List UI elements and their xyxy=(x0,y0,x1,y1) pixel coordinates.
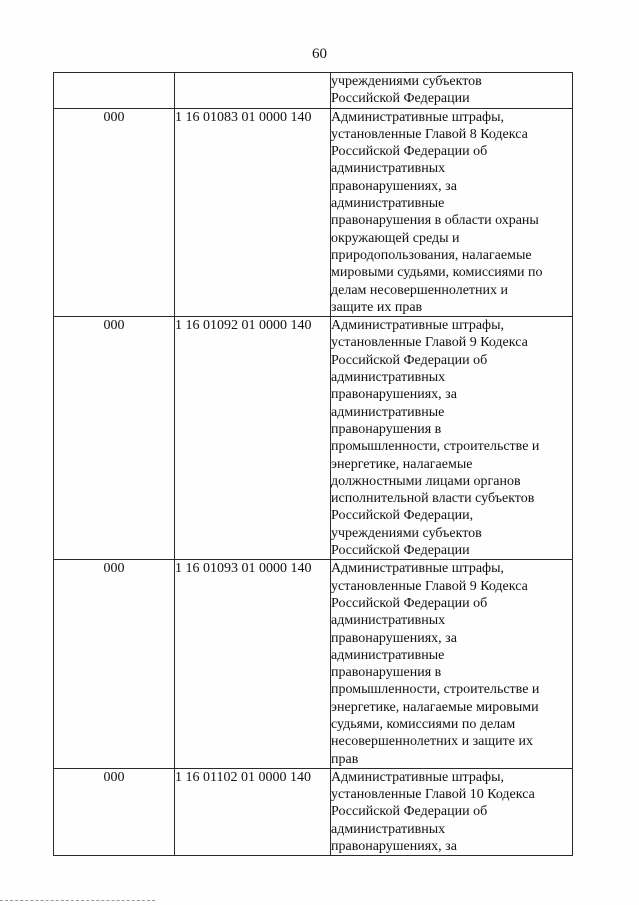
revenue-name-line: исполнительной власти субъектов xyxy=(331,491,535,507)
revenue-name-line: правонарушениях, за xyxy=(331,387,457,403)
budget-classification-table xyxy=(53,72,573,856)
revenue-name-line: Российской Федерации об xyxy=(331,352,488,368)
revenue-name-line: правонарушения в области охраны xyxy=(331,213,539,229)
revenue-name-line: правонарушениях, за xyxy=(331,630,457,646)
budget-code-cell: 1 16 01102 01 0000 140 xyxy=(175,768,331,855)
revenue-name-line: установленные Главой 9 Кодекса xyxy=(331,335,528,351)
table-row xyxy=(54,108,573,317)
revenue-name-line: Российской Федерации, xyxy=(331,508,474,524)
revenue-name-line: несовершеннолетних и защите их xyxy=(331,734,533,750)
revenue-name-line: учреждениями субъектов xyxy=(331,74,482,89)
revenue-name-line: Административные штрафы, xyxy=(331,318,505,334)
budget-code-cell xyxy=(175,73,331,109)
revenue-name-cell xyxy=(331,560,573,769)
admin-code-cell: 000 xyxy=(54,317,175,560)
revenue-name-cell xyxy=(331,73,573,109)
revenue-name-line: установленные Главой 9 Кодекса xyxy=(331,578,528,594)
admin-code-cell: 000 xyxy=(54,108,175,317)
admin-code-cell: 000 xyxy=(54,768,175,855)
revenue-name-line: правонарушения в xyxy=(331,421,442,437)
revenue-name-line: Российской Федерации об xyxy=(331,804,488,820)
revenue-name-line: промышленности, строительстве и xyxy=(331,682,540,698)
revenue-name-cell xyxy=(331,317,573,560)
revenue-name-line: административных xyxy=(331,161,446,177)
revenue-name-line: установленные Главой 8 Кодекса xyxy=(331,126,528,142)
page-number: 60 xyxy=(312,46,327,62)
revenue-name-line: должностными лицами органов xyxy=(331,473,521,489)
revenue-name-line: Административные штрафы, xyxy=(331,769,505,785)
revenue-name-line: Российской Федерации xyxy=(331,91,470,107)
revenue-name-line: административные xyxy=(331,196,445,212)
revenue-name-line: правонарушениях, за xyxy=(331,839,457,855)
revenue-name-line: административных xyxy=(331,821,446,837)
revenue-name-line: административных xyxy=(331,370,446,386)
revenue-name-line: Российской Федерации об xyxy=(331,595,488,611)
revenue-name-line: установленные Главой 10 Кодекса xyxy=(331,787,535,803)
revenue-name-line: Административные штрафы, xyxy=(331,561,505,577)
revenue-name-line: Административные штрафы, xyxy=(331,109,505,125)
budget-code-cell: 1 16 01083 01 0000 140 xyxy=(175,108,331,317)
revenue-name-line: административных xyxy=(331,613,446,629)
revenue-name-line: прав xyxy=(331,751,359,767)
admin-code-cell xyxy=(54,73,175,109)
table-row xyxy=(54,317,573,560)
table-row xyxy=(54,560,573,769)
revenue-name-line: делам несовершеннолетних и xyxy=(331,282,508,298)
revenue-name-line: энергетике, налагаемые xyxy=(331,456,473,472)
footer-rule xyxy=(0,900,155,901)
revenue-name-line: энергетике, налагаемые мировыми xyxy=(331,699,539,715)
budget-code-cell: 1 16 01093 01 0000 140 xyxy=(175,560,331,769)
budget-code-cell: 1 16 01092 01 0000 140 xyxy=(175,317,331,560)
table-row xyxy=(54,768,573,855)
revenue-name-cell xyxy=(331,768,573,855)
revenue-name-line: учреждениями субъектов xyxy=(331,525,482,541)
revenue-name-line: Российской Федерации об xyxy=(331,144,488,160)
revenue-name-cell xyxy=(331,108,573,317)
revenue-name-line: промышленности, строительстве и xyxy=(331,439,540,455)
revenue-name-line: административные xyxy=(331,647,445,663)
revenue-name-line: мировыми судьями, комиссиями по xyxy=(331,265,543,281)
table-row xyxy=(54,73,573,109)
revenue-name-line: природопользования, налагаемые xyxy=(331,247,532,263)
revenue-name-line: административные xyxy=(331,404,445,420)
admin-code-cell: 000 xyxy=(54,560,175,769)
table-body xyxy=(54,73,573,856)
revenue-name-line: Российской Федерации xyxy=(331,543,470,559)
revenue-name-line: защите их прав xyxy=(331,299,423,315)
revenue-name-line: окружающей среды и xyxy=(331,230,460,246)
revenue-name-line: правонарушения в xyxy=(331,665,442,681)
revenue-name-line: судьями, комиссиями по делам xyxy=(331,716,516,732)
revenue-name-line: правонарушениях, за xyxy=(331,178,457,194)
